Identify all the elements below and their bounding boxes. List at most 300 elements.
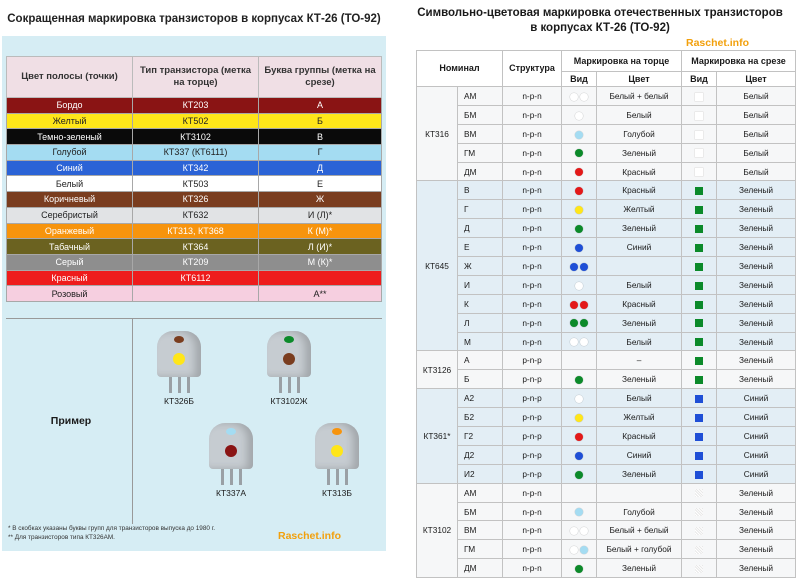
- cut-view-cell: [682, 87, 717, 106]
- cut-view-cell: [682, 540, 717, 559]
- transistor-body: [209, 423, 253, 469]
- end-mark-dot: [575, 168, 583, 176]
- cut-view-cell: [682, 483, 717, 502]
- end-view-cell: [562, 219, 597, 238]
- end-color-cell: Зеленый: [597, 370, 682, 389]
- stripe-color-cell: Коричневый: [7, 192, 133, 208]
- end-mark-dot: [570, 338, 578, 346]
- transistor-type-cell: КТ342: [133, 160, 259, 176]
- cut-view-cell: [682, 200, 717, 219]
- subtype-cell: Б: [458, 370, 503, 389]
- end-mark-dot: [575, 131, 583, 139]
- subtype-cell: Г: [458, 200, 503, 219]
- cut-mark-square: [695, 395, 703, 403]
- structure-cell: p-n-p: [503, 464, 562, 483]
- structure-cell: n-p-n: [503, 87, 562, 106]
- group-letter-cell: [259, 270, 382, 286]
- end-color-cell: [597, 257, 682, 276]
- structure-cell: n-p-n: [503, 219, 562, 238]
- structure-cell: n-p-n: [503, 294, 562, 313]
- marking-row: [417, 162, 796, 181]
- structure-cell: n-p-n: [503, 143, 562, 162]
- example-section: [6, 318, 382, 524]
- structure-cell: p-n-p: [503, 389, 562, 408]
- example-divider: [132, 319, 133, 524]
- end-color-cell: –: [597, 351, 682, 370]
- cut-view-cell: [682, 257, 717, 276]
- footnotes: [8, 524, 215, 542]
- end-mark-dot: [580, 338, 588, 346]
- transistor-type-cell: КТ503: [133, 176, 259, 192]
- end-view-cell: [562, 181, 597, 200]
- header-end-marking: Маркировка на торце: [562, 51, 682, 72]
- top-mark-dot: [284, 336, 294, 343]
- transistor-leads: [264, 377, 314, 393]
- marking-row: [417, 389, 796, 408]
- subtype-cell: ДМ: [458, 559, 503, 578]
- marking-header-row-1: [417, 51, 796, 72]
- transistor-type-cell: КТ203: [133, 98, 259, 114]
- cut-mark-square: [695, 357, 703, 365]
- cut-color-cell: Зеленый: [717, 275, 796, 294]
- end-view-cell: [562, 389, 597, 408]
- header-nominal: Номинал: [417, 51, 503, 87]
- marking-row: [417, 143, 796, 162]
- end-mark-dot: [575, 149, 583, 157]
- end-mark-dot: [575, 376, 583, 384]
- structure-cell: p-n-p: [503, 408, 562, 427]
- nominal-cell: КТ645: [417, 181, 458, 351]
- end-view-cell: [562, 445, 597, 464]
- cut-view-cell: [682, 445, 717, 464]
- color-code-rows: [7, 98, 382, 302]
- header-end-color: Цвет: [597, 72, 682, 87]
- end-mark-dot: [575, 452, 583, 460]
- cut-view-cell: [682, 162, 717, 181]
- structure-cell: n-p-n: [503, 313, 562, 332]
- color-code-row: [7, 160, 382, 176]
- subtype-cell: АМ: [458, 87, 503, 106]
- marking-row: [417, 427, 796, 446]
- end-mark-dot: [570, 319, 578, 327]
- cut-view-cell: [682, 105, 717, 124]
- subtype-cell: М: [458, 332, 503, 351]
- end-mark-dot: [575, 225, 583, 233]
- color-code-header-row: [7, 57, 382, 98]
- end-view-cell: [562, 370, 597, 389]
- header-group-letter: Буква группы (метка на срезе): [259, 57, 382, 98]
- stripe-color-cell: Розовый: [7, 286, 133, 302]
- subtype-cell: И: [458, 275, 503, 294]
- marking-row: [417, 408, 796, 427]
- cut-color-cell: Зеленый: [717, 238, 796, 257]
- structure-cell: n-p-n: [503, 181, 562, 200]
- cut-color-cell: Зеленый: [717, 521, 796, 540]
- header-cut-view: Вид: [682, 72, 717, 87]
- short-marking-panel: [2, 2, 386, 551]
- transistor-body: [157, 331, 201, 377]
- cut-view-cell: [682, 219, 717, 238]
- end-color-cell: Голубой: [597, 124, 682, 143]
- color-code-row: [7, 129, 382, 145]
- cut-color-cell: Белый: [717, 124, 796, 143]
- group-letter-cell: Л (И)*: [259, 239, 382, 255]
- cut-mark-square: [695, 319, 703, 327]
- marking-row: [417, 105, 796, 124]
- end-view-cell: [562, 105, 597, 124]
- transistor-type-cell: КТ337 (КТ6111): [133, 145, 259, 161]
- color-code-row: [7, 239, 382, 255]
- group-letter-cell: А**: [259, 286, 382, 302]
- marking-row: [417, 238, 796, 257]
- structure-cell: n-p-n: [503, 521, 562, 540]
- example-transistor: [206, 423, 256, 498]
- group-letter-cell: Ж: [259, 192, 382, 208]
- cut-view-cell: [682, 389, 717, 408]
- transistor-type-cell: КТ209: [133, 254, 259, 270]
- subtype-cell: В: [458, 181, 503, 200]
- cut-mark-square: [695, 112, 703, 120]
- end-mark-dot: [575, 206, 583, 214]
- subtype-cell: ГМ: [458, 143, 503, 162]
- group-letter-cell: Б: [259, 113, 382, 129]
- color-code-row: [7, 98, 382, 114]
- end-mark-dot: [575, 508, 583, 516]
- marking-row: [417, 124, 796, 143]
- cut-view-cell: [682, 181, 717, 200]
- subtype-cell: БМ: [458, 105, 503, 124]
- marking-row: [417, 521, 796, 540]
- subtype-cell: К: [458, 294, 503, 313]
- cut-mark-square: [695, 489, 703, 497]
- structure-cell: n-p-n: [503, 540, 562, 559]
- cut-mark-square: [695, 471, 703, 479]
- cut-color-cell: Синий: [717, 408, 796, 427]
- example-transistor: [312, 423, 362, 498]
- cut-color-cell: Белый: [717, 162, 796, 181]
- structure-cell: n-p-n: [503, 332, 562, 351]
- stripe-color-cell: Табачный: [7, 239, 133, 255]
- cut-view-cell: [682, 370, 717, 389]
- example-transistor: [154, 331, 204, 406]
- end-color-cell: [597, 483, 682, 502]
- cut-view-cell: [682, 143, 717, 162]
- group-letter-cell: И (Л)*: [259, 207, 382, 223]
- marking-row: [417, 181, 796, 200]
- end-color-cell: Белый + белый: [597, 87, 682, 106]
- marking-row: [417, 87, 796, 106]
- marking-row: [417, 294, 796, 313]
- color-code-table: [6, 56, 382, 302]
- header-transistor-type: Тип транзистора (метка на торце): [133, 57, 259, 98]
- transistor-caption: КТ313Б: [322, 488, 352, 498]
- stripe-color-cell: Синий: [7, 160, 133, 176]
- end-color-cell: Красный: [597, 427, 682, 446]
- header-end-view: Вид: [562, 72, 597, 87]
- end-view-cell: [562, 124, 597, 143]
- end-color-cell: Синий: [597, 445, 682, 464]
- cut-view-cell: [682, 313, 717, 332]
- subtype-cell: Д: [458, 219, 503, 238]
- subtype-cell: А: [458, 351, 503, 370]
- end-view-cell: [562, 294, 597, 313]
- end-mark-dot: [570, 527, 578, 535]
- end-mark-dot: [575, 433, 583, 441]
- side-mark-dot: [225, 445, 237, 457]
- cut-mark-square: [695, 508, 703, 516]
- color-code-row: [7, 254, 382, 270]
- end-color-cell: Голубой: [597, 502, 682, 521]
- marking-rows: [417, 87, 796, 578]
- color-code-row: [7, 270, 382, 286]
- nominal-cell: КТ3126: [417, 351, 458, 389]
- marking-row: [417, 200, 796, 219]
- cut-mark-square: [695, 301, 703, 309]
- cut-mark-square: [695, 414, 703, 422]
- transistor-type-cell: КТ313, КТ368: [133, 223, 259, 239]
- transistor-type-cell: КТ3102: [133, 129, 259, 145]
- end-mark-dot: [570, 93, 578, 101]
- end-mark-dot: [580, 527, 588, 535]
- marking-row: [417, 483, 796, 502]
- transistor-type-cell: КТ502: [133, 113, 259, 129]
- left-panel-title: Сокращенная маркировка транзисторов в корпусах КТ-26 (ТО-92): [2, 2, 386, 36]
- header-stripe-color: Цвет полосы (точки): [7, 57, 133, 98]
- cut-mark-square: [695, 168, 703, 176]
- cut-color-cell: Синий: [717, 464, 796, 483]
- nominal-cell: КТ316: [417, 87, 458, 181]
- color-code-row: [7, 145, 382, 161]
- cut-view-cell: [682, 502, 717, 521]
- structure-cell: n-p-n: [503, 105, 562, 124]
- cut-mark-square: [695, 527, 703, 535]
- watermark-left: Raschet.info: [278, 530, 342, 542]
- top-mark-dot: [226, 428, 236, 435]
- end-view-cell: [562, 559, 597, 578]
- marking-row: [417, 559, 796, 578]
- subtype-cell: ДМ: [458, 162, 503, 181]
- end-view-cell: [562, 521, 597, 540]
- end-color-cell: Зеленый: [597, 219, 682, 238]
- end-mark-dot: [575, 565, 583, 573]
- subtype-cell: Г2: [458, 427, 503, 446]
- group-letter-cell: В: [259, 129, 382, 145]
- end-color-cell: Зеленый: [597, 313, 682, 332]
- end-color-cell: Синий: [597, 238, 682, 257]
- stripe-color-cell: Серебристый: [7, 207, 133, 223]
- end-view-cell: [562, 408, 597, 427]
- subtype-cell: ВМ: [458, 521, 503, 540]
- structure-cell: n-p-n: [503, 238, 562, 257]
- example-transistor: [264, 331, 314, 406]
- subtype-cell: Б2: [458, 408, 503, 427]
- cut-view-cell: [682, 351, 717, 370]
- cut-view-cell: [682, 294, 717, 313]
- right-title-line-1: Символьно-цветовая маркировка отечественных транзисторов: [417, 7, 783, 19]
- footnote-1: * В скобках указаны буквы групп для транзисторов выпуска до 1980 г.: [8, 525, 216, 532]
- cut-view-cell: [682, 427, 717, 446]
- transistor-body: [267, 331, 311, 377]
- cut-mark-square: [695, 433, 703, 441]
- transistor-leads: [312, 469, 362, 485]
- end-mark-dot: [575, 414, 583, 422]
- structure-cell: p-n-p: [503, 351, 562, 370]
- cut-view-cell: [682, 275, 717, 294]
- cut-mark-square: [695, 376, 703, 384]
- cut-view-cell: [682, 124, 717, 143]
- subtype-cell: Д2: [458, 445, 503, 464]
- subtype-cell: А2: [458, 389, 503, 408]
- color-code-row: [7, 207, 382, 223]
- end-color-cell: Желтый: [597, 200, 682, 219]
- end-view-cell: [562, 540, 597, 559]
- cut-mark-square: [695, 244, 703, 252]
- cut-color-cell: Зеленый: [717, 313, 796, 332]
- structure-cell: n-p-n: [503, 162, 562, 181]
- subtype-cell: ГМ: [458, 540, 503, 559]
- cut-color-cell: Зеленый: [717, 219, 796, 238]
- stripe-color-cell: Желтый: [7, 113, 133, 129]
- cut-color-cell: Зеленый: [717, 200, 796, 219]
- cut-color-cell: Белый: [717, 143, 796, 162]
- color-code-row: [7, 286, 382, 302]
- cut-mark-square: [695, 149, 703, 157]
- transistor-caption: КТ326Б: [164, 396, 194, 406]
- stripe-color-cell: Темно-зеленый: [7, 129, 133, 145]
- cut-color-cell: Белый: [717, 87, 796, 106]
- marking-row: [417, 370, 796, 389]
- marking-row: [417, 351, 796, 370]
- stripe-color-cell: Серый: [7, 254, 133, 270]
- end-view-cell: [562, 257, 597, 276]
- structure-cell: n-p-n: [503, 257, 562, 276]
- cut-color-cell: Зеленый: [717, 502, 796, 521]
- cut-color-cell: Белый: [717, 105, 796, 124]
- cut-mark-square: [695, 225, 703, 233]
- footnote-2: ** Для транзисторов типа КТ326АМ.: [8, 534, 115, 541]
- color-code-row: [7, 223, 382, 239]
- end-color-cell: Белый: [597, 389, 682, 408]
- cut-mark-square: [695, 131, 703, 139]
- side-mark-dot: [331, 445, 343, 457]
- cut-color-cell: Зеленый: [717, 351, 796, 370]
- end-view-cell: [562, 483, 597, 502]
- end-color-cell: Белый: [597, 275, 682, 294]
- marking-table: [416, 50, 796, 578]
- cut-view-cell: [682, 464, 717, 483]
- cut-view-cell: [682, 332, 717, 351]
- top-mark-dot: [332, 428, 342, 435]
- structure-cell: n-p-n: [503, 275, 562, 294]
- end-view-cell: [562, 200, 597, 219]
- cut-mark-square: [695, 263, 703, 271]
- cut-view-cell: [682, 238, 717, 257]
- end-mark-dot: [580, 263, 588, 271]
- cut-color-cell: Зеленый: [717, 294, 796, 313]
- end-view-cell: [562, 275, 597, 294]
- cut-mark-square: [695, 565, 703, 573]
- end-view-cell: [562, 464, 597, 483]
- end-mark-dot: [575, 282, 583, 290]
- side-mark-dot: [283, 353, 295, 365]
- marking-row: [417, 332, 796, 351]
- cut-color-cell: Зеленый: [717, 332, 796, 351]
- marking-row: [417, 257, 796, 276]
- subtype-cell: Е: [458, 238, 503, 257]
- group-letter-cell: Г: [259, 145, 382, 161]
- marking-row: [417, 313, 796, 332]
- structure-cell: n-p-n: [503, 559, 562, 578]
- end-color-cell: Желтый: [597, 408, 682, 427]
- end-view-cell: [562, 87, 597, 106]
- end-view-cell: [562, 502, 597, 521]
- end-color-cell: Зеленый: [597, 559, 682, 578]
- end-mark-dot: [580, 301, 588, 309]
- cut-color-cell: Зеленый: [717, 370, 796, 389]
- marking-row: [417, 464, 796, 483]
- marking-row: [417, 275, 796, 294]
- marking-row: [417, 502, 796, 521]
- top-mark-dot: [174, 336, 184, 343]
- end-view-cell: [562, 332, 597, 351]
- end-color-cell: Зеленый: [597, 143, 682, 162]
- end-color-cell: Белый: [597, 105, 682, 124]
- end-color-cell: Зеленый: [597, 464, 682, 483]
- right-title-line-2: в корпусах КТ-26 (ТО-92): [530, 22, 670, 34]
- end-color-cell: Белый: [597, 332, 682, 351]
- cut-mark-square: [695, 187, 703, 195]
- structure-cell: n-p-n: [503, 200, 562, 219]
- cut-color-cell: Синий: [717, 445, 796, 464]
- side-mark-dot: [173, 353, 185, 365]
- header-cut-marking: Маркировка на срезе: [682, 51, 796, 72]
- cut-color-cell: Синий: [717, 427, 796, 446]
- subtype-cell: И2: [458, 464, 503, 483]
- end-mark-dot: [575, 187, 583, 195]
- transistor-leads: [154, 377, 204, 393]
- cut-mark-square: [695, 338, 703, 346]
- group-letter-cell: К (М)*: [259, 223, 382, 239]
- stripe-color-cell: Бордо: [7, 98, 133, 114]
- subtype-cell: Л: [458, 313, 503, 332]
- stripe-color-cell: Белый: [7, 176, 133, 192]
- transistor-type-cell: КТ326: [133, 192, 259, 208]
- structure-cell: n-p-n: [503, 483, 562, 502]
- transistor-caption: КТ3102Ж: [270, 396, 308, 406]
- example-label: Пример: [50, 415, 92, 427]
- nominal-cell: КТ3102: [417, 483, 458, 577]
- end-mark-dot: [575, 244, 583, 252]
- end-view-cell: [562, 162, 597, 181]
- structure-cell: n-p-n: [503, 502, 562, 521]
- cut-color-cell: Зеленый: [717, 559, 796, 578]
- end-view-cell: [562, 143, 597, 162]
- transistor-type-cell: КТ632: [133, 207, 259, 223]
- transistor-type-cell: [133, 286, 259, 302]
- color-code-row: [7, 113, 382, 129]
- end-mark-dot: [575, 471, 583, 479]
- watermark-right: Raschet.info: [686, 37, 750, 49]
- end-mark-dot: [575, 112, 583, 120]
- header-cut-color: Цвет: [717, 72, 796, 87]
- cut-mark-square: [695, 206, 703, 214]
- end-mark-dot: [580, 319, 588, 327]
- structure-cell: n-p-n: [503, 124, 562, 143]
- cut-mark-square: [695, 282, 703, 290]
- cut-view-cell: [682, 408, 717, 427]
- group-letter-cell: Д: [259, 160, 382, 176]
- marking-row: [417, 540, 796, 559]
